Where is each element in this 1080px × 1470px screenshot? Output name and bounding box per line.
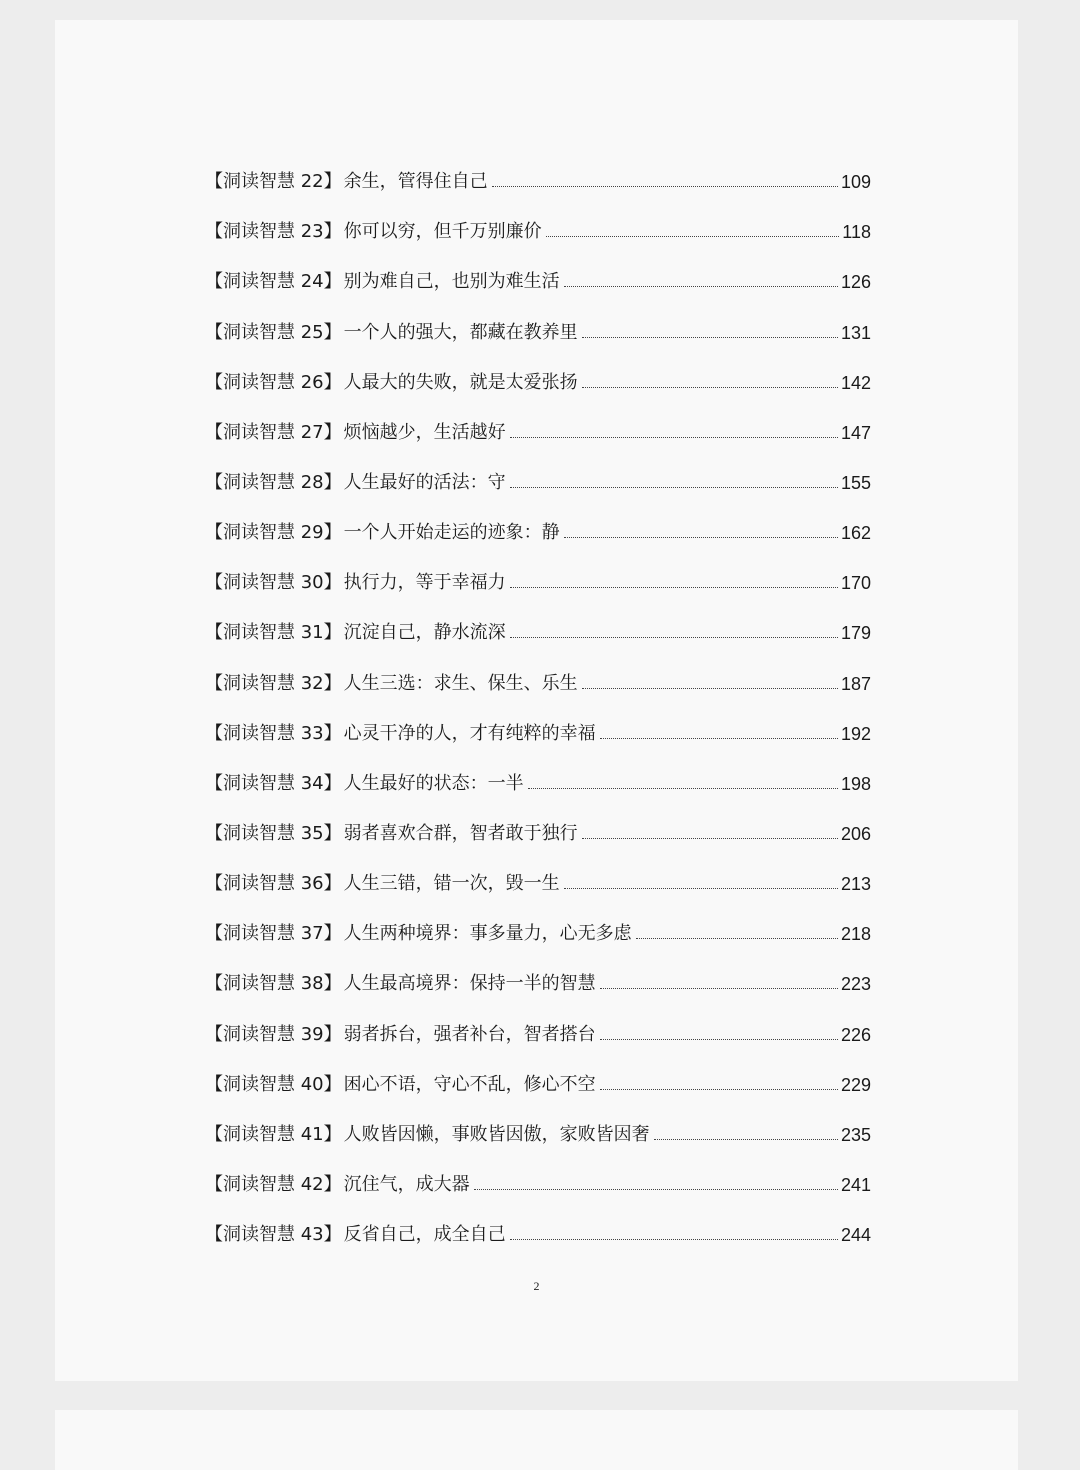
toc-entry-label (205, 1226, 506, 1248)
toc-entry-page: 126 (840, 272, 871, 293)
toc-dot-leader (582, 838, 838, 839)
toc-entry[interactable] (205, 496, 871, 546)
toc-entry-label (205, 524, 560, 546)
toc-entry-tag: 【洞读智慧 24】 (205, 271, 342, 293)
toc-entry-tag: 【洞读智慧 30】 (205, 572, 342, 594)
toc-entry[interactable] (205, 747, 871, 797)
toc-entry[interactable] (205, 847, 871, 897)
toc-entry-title: 别为难自己，也别为难生活 (343, 271, 560, 293)
toc-entry-title: 反省自己，成全自己 (343, 1224, 506, 1246)
toc-entry-tag: 【洞读智慧 36】 (205, 873, 342, 895)
toc-entry-title: 余生，管得住自己 (343, 171, 488, 193)
toc-entry[interactable] (205, 346, 871, 396)
toc-entry-title: 人生两种境界：事多量力，心无多虑 (343, 923, 632, 945)
toc-dot-leader (582, 688, 838, 689)
toc-entry-page: 118 (842, 222, 871, 243)
toc-dot-leader (600, 988, 838, 989)
toc-entry-tag: 【洞读智慧 22】 (205, 171, 342, 193)
toc-dot-leader (510, 1239, 838, 1240)
toc-entry-title: 人生最好的状态：一半 (343, 772, 524, 794)
toc-entry-page: 229 (840, 1074, 871, 1095)
toc-entry-label (205, 1173, 470, 1198)
toc-dot-leader (600, 1089, 838, 1090)
toc-entry-label (205, 1073, 596, 1098)
toc-entry[interactable] (205, 947, 871, 997)
toc-entry-tag: 【洞读智慧 34】 (205, 772, 342, 794)
toc-entry-title: 心灵干净的人，才有纯粹的幸福 (343, 722, 596, 744)
toc-dot-leader (582, 337, 838, 338)
toc-entry-title: 沉淀自己，静水流深 (343, 622, 506, 644)
toc-entry-tag: 【洞读智慧 23】 (205, 221, 342, 243)
toc-entry-label (205, 173, 488, 195)
toc-entry-tag: 【洞读智慧 37】 (205, 923, 342, 945)
toc-entry[interactable] (205, 295, 871, 345)
toc-entry-page: 206 (840, 823, 871, 844)
toc-entry-page: 223 (840, 974, 871, 995)
toc-entry-tag: 【洞读智慧 28】 (205, 471, 342, 493)
toc-entry-label (205, 371, 578, 396)
toc-entry-page: 241 (840, 1174, 871, 1195)
toc-entry-page: 170 (840, 573, 871, 594)
toc-entry-label (205, 975, 596, 997)
toc-entry-tag: 【洞读智慧 38】 (205, 973, 342, 995)
toc-entry-title: 人最大的失败，就是太爱张扬 (343, 371, 578, 393)
page-number: 2 (533, 1279, 540, 1293)
toc-entry-page: 147 (840, 422, 871, 443)
toc-entry-page: 226 (840, 1024, 871, 1045)
toc-entry-page: 244 (840, 1225, 871, 1246)
toc-entry-page: 192 (840, 723, 871, 744)
toc-entry-title: 一个人开始走运的迹象：静 (343, 522, 560, 544)
toc-entry[interactable] (205, 145, 871, 195)
toc-dot-leader (510, 487, 838, 488)
toc-dot-leader (492, 186, 838, 187)
toc-entry-title: 人生最好的活法：守 (343, 471, 506, 493)
toc-entry-page: 213 (840, 874, 871, 895)
toc-entry-tag: 【洞读智慧 29】 (205, 522, 342, 544)
toc-entry-label (205, 624, 506, 646)
toc-entry[interactable] (205, 446, 871, 496)
toc-dot-leader (510, 437, 838, 438)
document-page (55, 20, 1018, 1381)
toc-entry-label (205, 875, 560, 897)
toc-entry[interactable] (205, 697, 871, 747)
toc-dot-leader (510, 587, 838, 588)
toc-dot-leader (564, 286, 838, 287)
toc-entry-tag: 【洞读智慧 39】 (205, 1023, 342, 1045)
toc-entry-title: 人败皆因懒，事败皆因傲，家败皆因奢 (343, 1123, 650, 1145)
toc-entry-title: 弱者喜欢合群，智者敢于独行 (343, 822, 578, 844)
toc-entry-label (205, 1123, 650, 1148)
toc-entry[interactable] (205, 245, 871, 295)
toc-entry[interactable] (205, 646, 871, 696)
toc-entry-tag: 【洞读智慧 32】 (205, 672, 342, 694)
toc-entry-title: 一个人的强大，都藏在教养里 (343, 321, 578, 343)
toc-entry-label (205, 925, 632, 947)
toc-entry-tag: 【洞读智慧 43】 (205, 1224, 342, 1246)
toc-dot-leader (474, 1189, 838, 1190)
toc-entry-title: 人生最高境界：保持一半的智慧 (343, 973, 596, 995)
toc-entry-page: 179 (840, 623, 871, 644)
toc-entry-page: 109 (840, 172, 871, 193)
toc-entry-title: 弱者拆台，强者补台，智者搭台 (343, 1023, 596, 1045)
toc-entry-label (205, 574, 506, 596)
toc-entry-label (205, 772, 524, 797)
toc-entry-label (205, 421, 506, 446)
toc-entry-page: 235 (840, 1124, 871, 1145)
toc-entry[interactable] (205, 797, 871, 847)
toc-entry-tag: 【洞读智慧 25】 (205, 321, 342, 343)
toc-entry-label (205, 722, 596, 747)
toc-entry-title: 你可以穷，但千万别廉价 (343, 221, 542, 243)
toc-entry-page: 162 (840, 523, 871, 544)
toc-entry[interactable] (205, 1048, 871, 1098)
toc-entry-title: 人生三选：求生、保生、乐生 (343, 672, 578, 694)
toc-entry-title: 烦恼越少，生活越好 (343, 421, 506, 443)
toc-entry-page: 142 (840, 372, 871, 393)
toc-entry-tag: 【洞读智慧 26】 (205, 371, 342, 393)
toc-entry-label (205, 273, 560, 295)
toc-entry-tag: 【洞读智慧 40】 (205, 1073, 342, 1095)
toc-entry-label (205, 822, 578, 847)
toc-entry[interactable] (205, 596, 871, 646)
next-document-page (55, 1410, 1018, 1470)
toc-entry-title: 人生三错，错一次，毁一生 (343, 873, 560, 895)
toc-dot-leader (546, 236, 840, 237)
toc-entry[interactable] (205, 195, 871, 245)
toc-entry-label (205, 223, 542, 245)
toc-entry-title: 沉住气，成大器 (343, 1173, 470, 1195)
toc-entry-page: 155 (840, 472, 871, 493)
toc-dot-leader (636, 938, 838, 939)
toc-dot-leader (510, 637, 838, 638)
toc-entry-tag: 【洞读智慧 33】 (205, 722, 342, 744)
toc-entry-label (205, 321, 578, 346)
toc-entry[interactable] (205, 1198, 871, 1248)
toc-entry-tag: 【洞读智慧 42】 (205, 1173, 342, 1195)
toc-dot-leader (564, 888, 838, 889)
toc-entry-page: 131 (840, 322, 871, 343)
toc-entry-label (205, 1023, 596, 1048)
toc-entry[interactable] (205, 396, 871, 446)
toc-entry-title: 执行力，等于幸福力 (343, 572, 506, 594)
toc-entry[interactable] (205, 997, 871, 1047)
toc-dot-leader (600, 1039, 838, 1040)
toc-dot-leader (600, 738, 838, 739)
toc-entry[interactable] (205, 897, 871, 947)
toc-entry-title: 困心不语，守心不乱，修心不空 (343, 1073, 596, 1095)
toc-entry-label (205, 672, 578, 697)
table-of-contents (205, 145, 871, 1248)
toc-entry-label (205, 471, 506, 496)
toc-entry[interactable] (205, 1148, 871, 1198)
toc-entry-tag: 【洞读智慧 27】 (205, 421, 342, 443)
toc-dot-leader (582, 387, 838, 388)
toc-dot-leader (528, 788, 838, 789)
toc-entry[interactable] (205, 1098, 871, 1148)
toc-entry-tag: 【洞读智慧 35】 (205, 822, 342, 844)
toc-entry-page: 187 (840, 673, 871, 694)
toc-dot-leader (654, 1139, 838, 1140)
toc-dot-leader (564, 537, 838, 538)
toc-entry-page: 198 (840, 773, 871, 794)
toc-entry-tag: 【洞读智慧 31】 (205, 622, 342, 644)
toc-entry[interactable] (205, 546, 871, 596)
toc-entry-page: 218 (840, 924, 871, 945)
toc-entry-tag: 【洞读智慧 41】 (205, 1123, 342, 1145)
